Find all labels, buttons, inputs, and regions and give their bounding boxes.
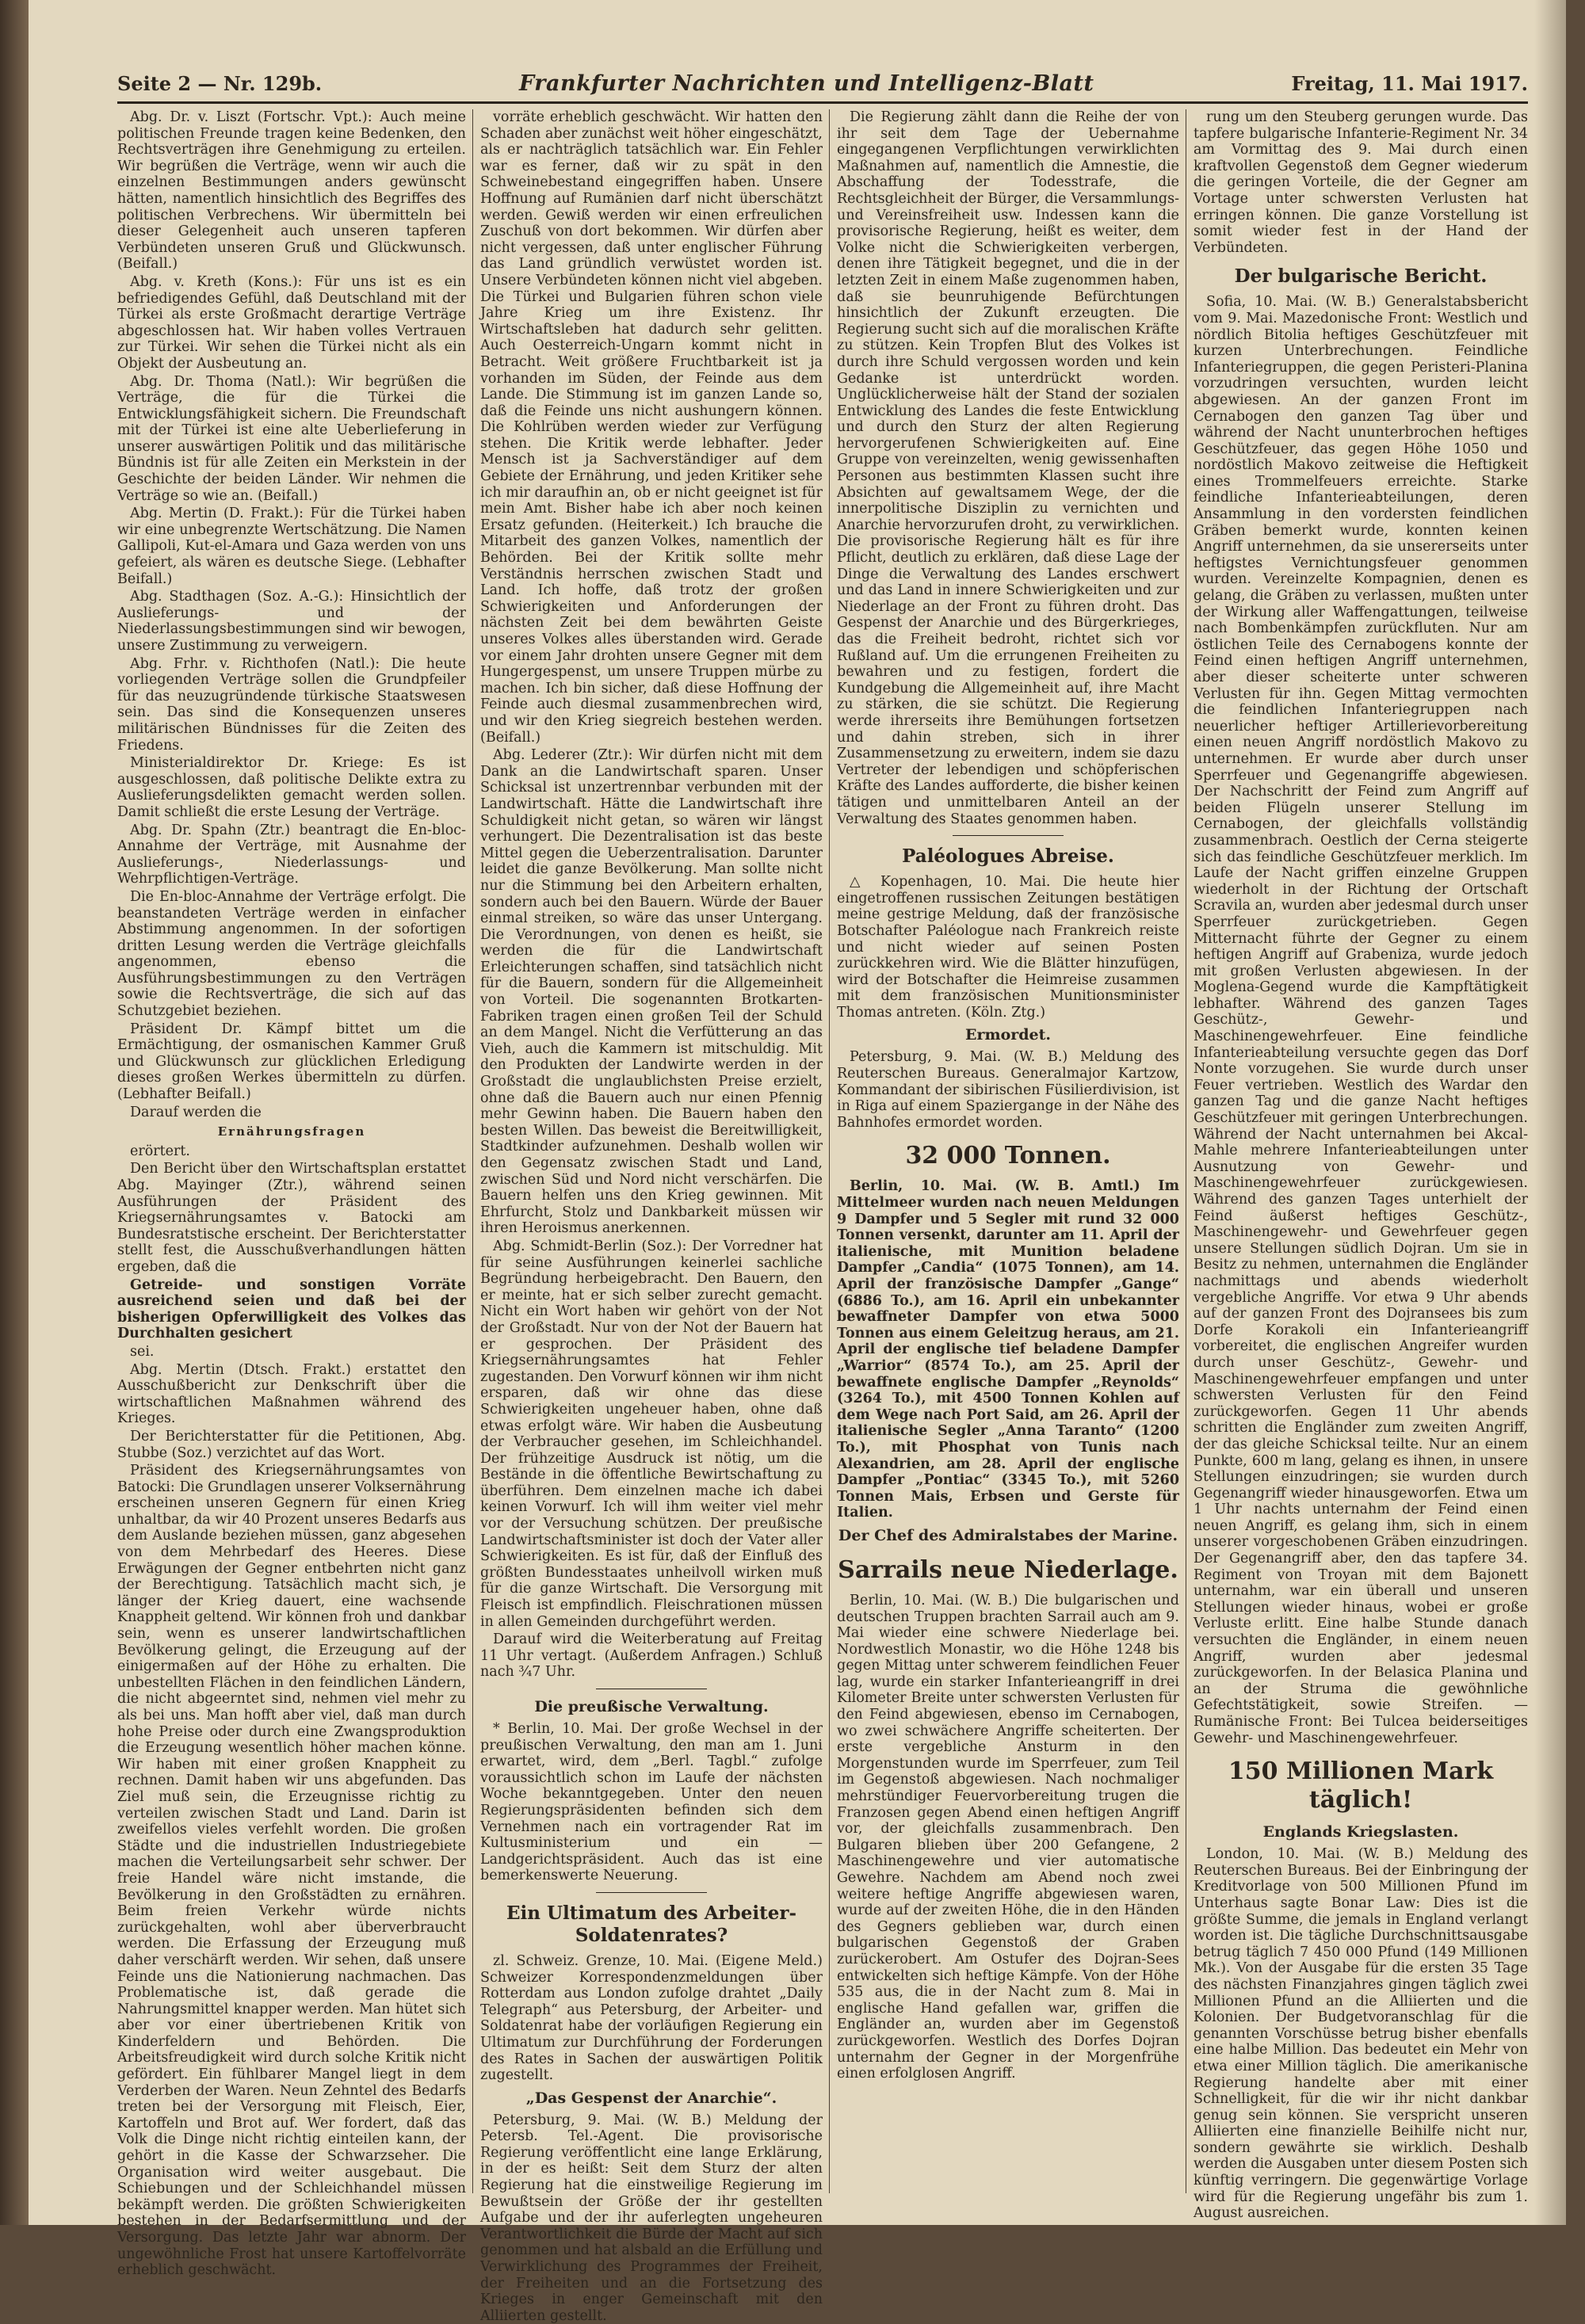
paragraph: △ Kopenhagen, 10. Mai. Die heute hier eingetroffenen russischen Zeitungen bestätigen meine gestrige Meldung, daß der französische Botschafter Paléologue nach Frankreich reiste und nicht wieder auf seinen Posten zurückkehren wird. Wie die Blätter hinzufügen, wird der Botschafter die Heimreise zusammen mit dem französischen Munitionsminister Thomas antreten. (Köln. Ztg.): [837, 874, 1179, 1021]
headline-ermordet: Ermordet.: [964, 1026, 1052, 1044]
paragraph: Abg. v. Kreth (Kons.): Für uns ist es ein befriedigendes Gefühl, daß Deutschland mit der Türkei als erste Großmacht derartige Verträge abgeschlossen hat. Wir haben volles Vertrauen zur Türkei. Wir sehen die Türkei nicht als ein Objekt der Ausbeutung an.: [117, 273, 466, 372]
paragraph: Petersburg, 9. Mai. (W. B.) Meldung der Petersb. Tel.-Agent. Die provisorische Regierung veröffentlicht eine lange Erklärung, in der es heißt: Seit dem Sturz der alten Regierung hat die einstweilige Regierung im Bewußtsein der Größe der ihr gestellten Aufgabe und der ihr auferlegten ungeheuren Verantwortlichkeit die Bürde der Macht auf sich genommen und hat alsbald an die Erfüllung und Verwirklichung des Programmes der Freiheit, der Freiheiten und an die Fortsetzung des Krieges in enger Gemeinschaft mit den Alliierten gestellt.: [480, 2112, 823, 2324]
paragraph: Abg. Dr. v. Liszt (Fortschr. Vpt.): Auch meine politischen Freunde tragen keine Bedenken, den Rechtsverträgen ihre Genehmigung zu erteilen. Wir begrüßen die Verträge, wenn wir auch die einzelnen Bestimmungen anders gewünscht hätten, namentlich hinsichtlich des Begriffes des politischen Verbrechens. Wir übermitteln bei dieser Gelegenheit auch unseren tapferen Verbündeten unseren Gruß und Glückwunsch. (Beifall.): [117, 109, 466, 273]
paragraph: erörtert.: [130, 1143, 190, 1159]
paragraph: Abg. Dr. Spahn (Ztr.) beantragt die En-bloc-Annahme der Verträge, mit Ausnahme der Auslieferungs-, Niederlassungs- und Wehrpflichtigen-Verträge.: [117, 822, 466, 887]
paragraph: Präsident des Kriegsernährungsamtes von Batocki: Die Grundlagen unserer Volksernährung erscheinen unseren Gegnern für einen Krieg unhaltbar, da wir 40 Prozent unseres Bedarfs aus dem Auslande beziehen müssen, ganz abgesehen von dem Mehrbedarf des Heeres. Diese Erwägungen der Gegner entbehrten nicht ganz der Berechtigung. Tatsächlich macht sich, je länger der Krieg dauert, eine wachsende Knappheit geltend. Wir können froh und dankbar sein, wenn es unserer landwirtschaftlichen Bevölkerung gelingt, die Erzeugung auf der einigermaßen auf der Höhe zu erhalten. Die unbestellten Flächen in den feindlichen Ländern, die nicht abgeerntet sind, nehmen viel mehr zu als bei uns. Man hofft aber viel, daß man durch hohe Preise oder durch eine Zwangsproduktion die Erzeugung wesentlich höher machen könne. Wir haben mit einer großen Knappheit zu rechnen. Damit haben wir uns abgefunden. Das Ziel muß sein, die Erzeugnisse richtig zu verteilen zwischen Stadt und Land. Darin ist zweifellos vieles verfehlt worden. Die großen Städte und die industriellen Industriegebiete machen die Verteilungsarbeit sehr schwer. Der freie Handel wäre nicht imstande, die Bevölkerung in den Großstädten zu ernähren. Beim freien Verkehr würde nichts zurückgehalten, wohl aber überverbraucht werden. Die Erfassung der Erzeugung muß daher verschärft werden. Wir sehen, daß unsere Feinde uns die Nationierung nachmachen. Das Problematische ist, daß gerade die Nahrungsmittel knapper werden. Man hütet sich aber vor einer übertriebenen Kritik von Kinderfeldern und Behörden. Die Arbeitsfreudigkeit wird durch solche Kritik nicht gefördert. Ein fühlbarer Mangel liegt in dem Verderben der Waren. Neun Zehntel des Bedarfs treten bei der Versorgung mit Fleisch, Eier, Kartoffeln und Brot auf. Wer fordert, daß das Volk die Dinge nicht richtig einteilen kann, der gehört in die Kasse der Schwarzseher. Die Organisation wird weiter ausgebaut. Die Schiebungen und der Schleichhandel müssen bekämpft werden. Die größten Schwierigkeiten bestehen in der Bedarfsermittlung und der Versorgung. Das letzte Jahr war abnorm. Der ungewöhnliche Frost hat unsere Kartoffelvorräte erheblich geschwächt.: [117, 1463, 466, 2279]
paragraph: sei.: [130, 1343, 155, 1360]
column-4: [1194, 109, 1528, 2222]
paragraph: * Berlin, 10. Mai. Der große Wechsel in der preußischen Verwaltung, den man am 1. Juni erwartet, wird, dem „Berl. Tagbl.“ zufolge voraussichtlich schon im Laufe der nächsten Woche bekanntgegeben. Unter den neuen Regierungspräsidenten befinden sich dem Vernehmen nach ein vortragender Rat im Kultusministerium und ein — Landgerichtspräsident. Auch das ist eine bemerkenswerte Neuerung.: [480, 1721, 823, 1884]
paragraph: Abg. Mertin (Dtsch. Frakt.) erstattet den Ausschußbericht zur Denkschrift über die wirtschaftlichen Maßnahmen während des Krieges.: [117, 1361, 466, 1427]
bold-paragraph: Getreide- und sonstigen Vorräte ausreichend seien und daß bei der bisherigen Opferwilligkeit des Volkes das Durchhalten gesichert: [117, 1276, 466, 1342]
column-2: [480, 109, 823, 2324]
subheadline-englands-kriegslasten: Englands Kriegslasten.: [1262, 1823, 1459, 1841]
paragraph: zl. Schweiz. Grenze, 10. Mai. (Eigene Meld.) Schweizer Korrespondenzmeldungen über Rotterdam aus London zufolge drahtet „Daily Telegraph“ aus Petersburg, der Arbeiter- und Soldatenrat habe der vorläufigen Regierung ein Ultimatum zur Durchführung der Forderungen des Rates in Sachen der auswärtigen Politik zugestellt.: [480, 1952, 823, 2084]
paragraph: Sofia, 10. Mai. (W. B.) Generalstabsbericht vom 9. Mai. Mazedonische Front: Westlich und nördlich Bitolia heftiges Geschützfeuer mit kurzen Unterbrechungen. Feindliche Infanteriegruppen, die gegen Peristeri-Planina vorzudringen versuchten, wurden leicht abgewiesen. An der ganzen Front im Cernabogen den ganzen Tag über und während der Nacht ununterbrochen heftiges Geschützfeuer, das gegen Höhe 1050 und nordöstlich Makovo zeitweise die Heftigkeit eines Trommelfeuers erreichte. Starke feindliche Infanterieabteilungen, deren Ansammlung in den vordersten feindlichen Gräben bemerkt wurde, konnten keinen Angriff unternehmen, da sie unsererseits unter heftigstes Vernichtungsfeuer genommen wurden. Vereinzelte Kompagnien, denen es gelang, die Gräben zu verlassen, mußten unter der Wirkung aller Waffengattungen, teilweise nach Bombenkämpfen zurückfluten. Nur am östlichen Teile des Cernabogens konnte der Feind einen heftigen Angriff unternehmen, aber dieser scheiterte unter schweren Verlusten für ihn. Gegen Mittag vermochten die feindlichen Infanteriegruppen nach neuerlicher heftiger Artillerievorbereitung einen neuen Angriff nordöstlich Makovo zu unternehmen. Er wurde aber durch unser Sperrfeuer und Gegenangriffe abgewiesen. Der Nachschritt der Feind zum Angriff auf beiden Flügeln unserer Stellung im Cernabogen, der gleichfalls vollständig zusammenbrach. Oestlich der Cerna steigerte sich das feindliche Geschützfeuer merklich. Im Laufe der Nacht griffen einzelne Gruppen wiederholt in der Richtung der Ortschaft Scravila an, wurden aber jedesmal durch unser Sperrfeuer zurückgetrieben. Gegen Mitternacht führte der Gegner zu einem heftigen Angriff auf Grabeniza, wurde jedoch mit großen Verlusten abgewiesen. In der Moglena-Gegend wurde die Kampftätigkeit lebhafter. Während des ganzen Tages Geschütz-, Gewehr- und Maschinengewehrfeuer. Eine feindliche Infanterieabteilung versuchte gegen das Dorf Nonte vorzugehen. Sie wurde durch unser Feuer vertrieben. Westlich des Wardar den ganzen Tag und die ganze Nacht heftiges Geschützfeuer mit geringen Unterbrechungen. Während der Nacht unternahmen bei Akcal-Mahle mehrere Infanterieabteilungen unter Ausnutzung von Gewehr- und Maschinengewehrfeuer zurückgewiesen. Während des ganzen Tages unterhielt der Feind äußerst heftiges Geschütz-, Maschinengewehr- und Gewehrfeuer gegen unsere Stellungen südlich Dojran. Um sie in Besitz zu nehmen, unternahmen die Engländer nachmittags und abends wiederholt vergebliche Angriffe. Vor etwa 9 Uhr abends auf der ganzen Front des Dojransees bis zum Dorfe Korakoli ein Infanterieangriff vorbereitet, die englischen Angreifer wurden durch unser Geschütz-, Gewehr- und Maschinengewehrfeuer empfangen und unter schwersten Verlusten für den Feind zurückgeworfen. Gegen 11 Uhr abends schritten die Engländer zum zweiten Angriff, der das gleiche Schicksal teilte. Nur an einem Punkte, 600 m lang, gelang es ihnen, in unsere Stellungen einzudringen; sie wurden durch Gegenangriff wieder hinausgeworfen. Etwa um 1 Uhr nachts unternahm der Feind einen neuen Angriff, es gelang ihm, sich in einem unserer vorgeschobenen Gräben einzudringen. Der Gegenangriff aber, den das tapfere 34. Regiment von Troyan mit dem Bajonett unternahm, war ein überall und unseren Stellungen wieder hinaus, wobei er große Verluste erlitt. Eine halbe Stunde danach versuchten die Engländer, in einem neuen Angriff, wurden aber jedesmal zurückgeworfen. In der Belasica Planina und an der Struma die gewöhnliche Gefechtstätigkeit, sowie Streifen. — Rumänische Front: Bei Tulcea beiderseitiges Gewehr- und Maschinengewehrfeuer.: [1194, 294, 1528, 1746]
paragraph: Die Regierung zählt dann die Reihe der von ihr seit dem Tage der Uebernahme eingegangenen Verpflichtungen verwirklichten Maßnahmen auf, namentlich die Amnestie, die Abschaffung der Todesstrafe, die Rechtsgleichheit der Bürger, die Versammlungs- und Vereinsfreiheit usw. Indessen kann die provisorische Regierung, heißt es weiter, dem Volke nicht die Schwierigkeiten verbergen, denen ihre Tätigkeit begegnet, und die in der letzten Zeit in einem Maße zugenommen haben, daß sie beunruhigende Befürchtungen hinsichtlich der Zukunft erzeugten. Die Regierung sucht sich auf die moralischen Kräfte zu stützen. Kein Tropfen Blut des Volkes ist durch ihre Schuld vergossen worden und kein Gedanke ist unterdrückt worden. Unglücklicherweise hält der Stand der sozialen Entwicklung des Landes die feste Entwicklung und durch den Sturz der alten Regierung hervorgerufenen Schwierigkeiten auf. Eine Gruppe von vereinzelten, wenig gewissenhaften Personen aus bestimmten Klassen sucht ihre Absichten auf gewaltsamem Wege, der die innerpolitische Disziplin zu vernichten und Anarchie hervorzurufen droht, zu verwirklichen. Die provisorische Regierung hält es für ihre Pflicht, deutlich zu erklären, daß diese Lage der Dinge die Verwaltung des Landes erschwert und das Land in innere Schwierigkeiten und zur Niederlage an der Front zu führen droht. Das Gespenst der Anarchie und des Bürgerkrieges, das die Freiheit bedroht, richtet sich vor Rußland auf. Um die errungenen Freiheiten zu bewahren und zu festigen, fordert die Kundgebung die Allgemeinheit auf, ihre Macht zu stärken, die sie schützt. Die Regierung werde ihrerseits ihre Bemühungen fortsetzen und dahin streben, sich in ihrer Zusammensetzung zu erweitern, indem sie dazu Vertreter der lebendigen und schöpferischen Kräfte des Landes aufforderte, die bisher keinen tätigen und unmittelbaren Anteil an der Verwaltung des Staates genommen haben.: [837, 109, 1179, 827]
header-rule: [117, 101, 1528, 104]
paragraph: Der Berichterstatter für die Petitionen, Abg. Stubbe (Soz.) verzichtet auf das Wort.: [117, 1428, 466, 1461]
subheading-ernaehrung: Ernährungsfragen: [217, 1124, 366, 1139]
headline-150-millionen: 150 Millionen Mark täglich!: [1228, 1757, 1494, 1815]
column-divider: [829, 109, 830, 2193]
paragraph: Präsident Dr. Kämpf bittet um die Ermächtigung, der osmanischen Kammer Gruß und Glückwunsch zur glücklichen Erledigung dieses großen Werkes übermitteln zu dürfen. (Lebhafter Beifall.): [117, 1021, 466, 1103]
paragraph: rung um den Steuberg gerungen wurde. Das tapfere bulgarische Infanterie-Regiment Nr. 34 am Vormittag des 9. Mai durch einen kraftvollen Gegenstoß dem Gegner wiederum die geringen Vorteile, die der Gegner am Vortage unter schwersten Verlusten hat erringen können. Die ganze Vorstellung ist somit wieder fest in der Hand der Verbündeten.: [1194, 109, 1528, 256]
paragraph: Abg. Stadthagen (Soz. A.-G.): Hinsichtlich der Auslieferungs- und der Niederlassungsbestimmungen sind wir bewogen, unsere Zustimmung zu verweigern.: [117, 589, 466, 654]
paragraph: Petersburg, 9. Mai. (W. B.) Meldung des Reuterschen Bureaus. Generalmajor Kartzow, Kommandant der sibirischen Füsilierdivision, ist in Riga auf einem Spaziergange in der Nähe des Bahnhofes ermordet worden.: [837, 1049, 1179, 1131]
section-rule: [953, 835, 1064, 836]
paragraph: Abg. Lederer (Ztr.): Wir dürfen nicht mit dem Dank an die Landwirtschaft sparen. Unser Schicksal ist unzertrennbar verbunden mit der Landwirtschaft. Hätte die Landwirtschaft ihre Schuldigkeit nicht getan, so wären wir längst verhungert. Die Dezentralisation ist das beste Mittel gegen die Ueberzentralisation. Darunter leidet die ganze Bevölkerung. Man sollte nicht nur die Stimmung bei den Arbeitern erhalten, sondern auch bei den Bauern. Würde der Bauer einmal streiken, so wäre das unser Untergang. Die Verordnungen, von denen es heißt, sie werden die für die Landwirtschaft Erleichterungen schaffen, sind tatsächlich nicht für die Bauern, sondern für die Allgemeinheit von Vorteil. Die sogenannten Brotkarten-Fabriken tragen einen großen Teil der Schuld an dem Mangel. Nicht die Verfütterung an das Vieh, auch die Kammern ist mitschuldig. Mit den Produkten der Landwirte werden in der Großstadt die unglaublichsten Preise erzielt, ohne daß die Bauern auch nur einen Pfennig mehr Gewinn haben. Die Bauern haben den besten Willen. Das beweist die Bereitwilligkeit, Stadtkinder aufzunehmen. Deshalb wollen wir den Gegensatz zwischen Stadt und Land, zwischen Süd und Nord nicht verschärfen. Die Bauern helfen uns den Krieg gewinnen. Mit Ehrfurcht, Stolz und Dankbarkeit müssen wir ihren Heroismus anerkennen.: [480, 747, 823, 1237]
header-date: Freitag, 11. Mai 1917.: [1291, 71, 1528, 95]
page-shadow: [1534, 0, 1566, 2225]
paragraph: Abg. Schmidt-Berlin (Soz.): Der Vorredner hat für seine Ausführungen keinerlei sachliche Begründung herbeigebracht. Den Bauern, den er meinte, hat er sich selber zurecht gemacht. Nicht ein Wort haben wir gehört von der Not der Großstadt. Nur von der Not der Bauern hat er gesprochen. Der Präsident des Kriegsernährungsamtes hat Fehler zugestanden. Den Vorwurf können wir ihm nicht ersparen, daß wir ohne das diese Schwierigkeiten ungeheuer haben, ohne daß etwas erfolgt wäre. Wir haben die Ausbeutung der Verbraucher gesehen, im Schleichhandel. Der frühzeitige Ausdruck ist nötig, um die Bestände in die öffentliche Bewirtschaftung zu überführen. Dem einzelnen mache ich dabei keinen Vorwurf. Ich will ihm weiter viel mehr vor der Versuchung schützen. Der preußische Landwirtschaftsminister ist doch der Vater aller Schwierigkeiten. Es ist für, daß der Einfluß des größten Bundesstaates unheilvoll wirken muß für die ganze Wirtschaft. Die Versorgung mit Fleisch ist empfindlich. Fleischrationen müssen in allen Gemeinden durchgeführt werden.: [480, 1238, 823, 1630]
headline-paleologues-abreise: Paléologues Abreise.: [902, 845, 1114, 868]
signature-admiralstab: Der Chef des Admiralstabes der Marine.: [838, 1526, 1178, 1544]
headline-ultimatum: Ein Ultimatum des Arbeiter-Soldatenrates?: [506, 1902, 797, 1946]
headline-preussische-verwaltung: Die preußische Verwaltung.: [534, 1698, 769, 1715]
paragraph: Die En-bloc-Annahme der Verträge erfolgt. Die beanstandeten Verträge werden in einfacher Abstimmung angenommen. In der sofortigen dritten Lesung werden die Verträge gleichfalls angenommen, ebenso die Ausführungsbestimmungen zu den Verträgen sowie die Rechtsverträge, die sich auf das Schutzgebiet beziehen.: [117, 888, 466, 1020]
section-rule: [596, 1892, 707, 1893]
newspaper-page: [29, 0, 1566, 2324]
paragraph: Berlin, 10. Mai. (W. B.) Die bulgarischen und deutschen Truppen brachten Sarrail auch am 9. Mai wieder eine schwere Niederlage bei. Nordwestlich Monastir, wo die Höhe 1248 bis gegen Mittag unter schwerem feindlichen Feuer lag, wurde ein starker Infanterieangriff in drei Kilometer Breite unter schwersten Verlusten für den Feind abgewiesen, ebenso im Cernabogen, wo zwei schwächere Angriffe scheiterten. Der erste vergebliche Ansturm in den Morgenstunden wurde im Sperrfeuer, zum Teil im Gegenstoß abgewiesen. Nach nochmaliger mehrstündiger Feuervorbereitung trugen die Franzosen gegen Abend einen heftigen Angriff vor, der gleichfalls zusammenbrach. Den Bulgaren blieben über 200 Gefangene, 2 Maschinengewehre und vier automatische Gewehre. Nachdem am Abend noch zwei weitere heftige Angriffe abgewiesen waren, wurde auf der zweiten Höhe, die in den Händen des Gegners geblieben war, durch einen bulgarischen Gegenstoß der Graben zurückerobert. Am Ostufer des Dojran-Sees entwickelten sich heftige Kämpfe. Von der Höhe 535 aus, die in der Nacht zum 8. Mai in englische Hand gefallen war, griffen die Engländer an, wurden aber im Gegenstoß zurückgeworfen. Westlich des Dorfes Dojran unternahm der Gegner in der Morgenfrühe einen erfolglosen Angriff.: [837, 1592, 1179, 2082]
paragraph: Darauf wird die Weiterberatung auf Freitag 11 Uhr vertagt. (Außerdem Anfragen.) Schluß nach ¾7 Uhr.: [480, 1631, 823, 1681]
column-divider: [472, 109, 473, 2193]
headline-gespenst-anarchie: „Das Gespenst der Anarchie“.: [525, 2089, 777, 2107]
paragraph: Den Bericht über den Wirtschaftsplan erstattet Abg. Mayinger (Ztr.), während seinen Ausführungen der Präsident des Kriegsernährungsamtes v. Batocki am Bundesratstische erscheint. Der Berichterstatter stellt fest, die Ausschußverhandlungen hätten ergeben, daß die: [117, 1161, 466, 1275]
header-page-number: Seite 2 — Nr. 129b.: [117, 71, 323, 95]
paragraph: London, 10. Mai. (W. B.) Meldung des Reuterschen Bureaus. Bei der Einbringung der Kreditvorlage von 500 Millionen Pfund im Unterhaus sagte Bonar Law: Dies ist die größte Summe, die jemals in England verlangt worden ist. Die tägliche Durchschnittsausgabe betrug täglich 7 450 000 Pfund (149 Millionen Mk.). Von der Ausgabe für die ersten 35 Tage des nächsten Finanzjahres gingen täglich zwei Millionen Pfund an die Alliierten und die Kolonien. Der Budgetvoranschlag für die genannten Vorschüsse betrug bisher ebenfalls eine halbe Million. Das bedeutet ein Mehr von etwa einer Million täglich. Die amerikanische Regierung handelte aber mit einer Schnelligkeit, für die wir ihr nicht dankbar genug sein können. Sie verspricht unseren Alliierten eine finanzielle Beihilfe nicht nur, sondern gewährte sie wirklich. Deshalb werden die Ausgaben unter diesem Posten sich künftig verringern. Die gegenwärtige Vorlage wird für die Regierung ungefähr bis zum 1. August ausreichen.: [1194, 1846, 1528, 2222]
paragraph: Darauf werden die: [130, 1104, 262, 1120]
headline-sarrails-niederlage: Sarrails neue Niederlage.: [838, 1555, 1178, 1584]
paragraph: Ministerialdirektor Dr. Kriege: Es ist ausgeschlossen, daß politische Delikte extra zu Auslieferungsdelikten gemacht werden sollen. Damit schließt die erste Lesung der Verträge.: [117, 755, 466, 820]
paragraph: Abg. Mertin (D. Frakt.): Für die Türkei haben wir eine unbegrenzte Wertschätzung. Die Namen Gallipoli, Kut-el-Amara und Gaza werden von uns gefeiert, als wären es deutsche Siege. (Lebhafter Beifall.): [117, 506, 466, 587]
paragraph: vorräte erheblich geschwächt. Wir hatten den Schaden aber zunächst weit höher eingeschätzt, als er nachträglich tatsächlich war. Ein Fehler war es ferner, daß wir zu spät in den Schweinebestand eingegriffen haben. Unsere Hoffnung auf Rumänien darf nicht überschätzt werden. Gewiß werden wir einen erfreulichen Zuschuß von dort bekommen. Wir dürfen aber nicht vergessen, daß unter englischer Führung das Land gründlich verwüstet worden ist. Unsere Verbündeten können nicht viel abgeben. Die Türkei und Bulgarien führen schon viele Jahre Krieg um ihre Existenz. Ihr Wirtschaftsleben hat dadurch sehr gelitten. Auch Oesterreich-Ungarn kommt nicht in Betracht. Weit größere Fruchtbarkeit ist ja vorhanden im Süden, der Feinde aus dem Lande. Die Stimmung ist im ganzen Lande so, daß die Feinde uns nicht aushungern können. Die Kohlrüben werden wieder zur Verfügung stehen. Die Kritik werde lebhafter. Jeder Mensch ist ja Sachverständiger auf dem Gebiete der Ernährung, und jeden Kritiker sehe ich mir daraufhin an, ob er nicht geeignet ist für mein Amt. Bisher habe ich aber noch keinen Ersatz gefunden. (Heiterkeit.) Ich brauche die Mitarbeit des ganzen Volkes, namentlich der Behörden. Bei der Kritik sollte mehr Verständnis herrschen zwischen Stadt und Land. Ich hoffe, daß trotz der großen Schwierigkeiten und Anforderungen der nächsten Zeit bei dem bewährten Geiste unseres Volkes alles überstanden wird. Gerade vor einem Jahr drohten unsere Gegner mit dem Hungergespenst, um unsere Truppen mürbe zu machen. Ich bin sicher, daß diese Hoffnung der Feinde auch diesmal zusammenbrechen wird, und wir den Krieg siegreich bestehen werden. (Beifall.): [480, 109, 823, 746]
paragraph: Abg. Frhr. v. Richthofen (Natl.): Die heute vorliegenden Verträge sollen die Grundpfeiler für das neuzugründende türkische Staatswesen sein. Das sind die Konsequenzen unseres militärischen Bündnisses für die Zeiten des Friedens.: [117, 655, 466, 754]
headline-32000-tonnen: 32 000 Tonnen.: [905, 1142, 1111, 1170]
bold-paragraph: Berlin, 10. Mai. (W. B. Amtl.) Im Mittelmeer wurden nach neuen Meldungen 9 Dampfer und 5 Segler mit rund 32 000 Tonnen versenkt, darunter am 11. April der italienische, mit Munition beladene Dampfer „Candia“ (1075 Tonnen), am 14. April der französische Dampfer „Gange“ (6886 To.), am 16. April ein unbekannter bewaffneter Dampfer von etwa 5000 Tonnen aus einem Geleitzug heraus, am 21. April der englische tief beladene Dampfer „Warrior“ (8574 To.), am 25. April der bewaffnete englische Dampfer „Reynolds“ (3264 To.), mit 4500 Tonnen Kohlen auf dem Wege nach Port Said, am 26. April der italienische Segler „Anna Taranto“ (1200 To.), mit Phosphat von Tunis nach Alexandrien, am 28. April der englische Dampfer „Pontiac“ (3345 To.), mit 5260 Tonnen Mais, Erbsen und Gerste für Italien.: [837, 1178, 1179, 1521]
paragraph: Abg. Dr. Thoma (Natl.): Wir begrüßen die Verträge, die für die Türkei die Entwicklungsfähigkeit sichern. Die Freundschaft mit der Türkei ist eine alte Ueberlieferung in unserer auswärtigen Politik und das militärische Bündnis ist für alle Zeiten ein Merkstein in der Geschichte der beiden Länder. Wir nehmen die Verträge so wie an. (Beifall.): [117, 373, 466, 504]
column-1: [117, 109, 466, 2279]
page-header: [117, 65, 1528, 101]
binding-edge: [0, 0, 29, 2225]
header-masthead: Frankfurter Nachrichten und Intelligenz-Blatt: [519, 71, 1094, 96]
column-3: [837, 109, 1179, 2203]
headline-bulgarischer-bericht: Der bulgarische Bericht.: [1234, 265, 1488, 288]
